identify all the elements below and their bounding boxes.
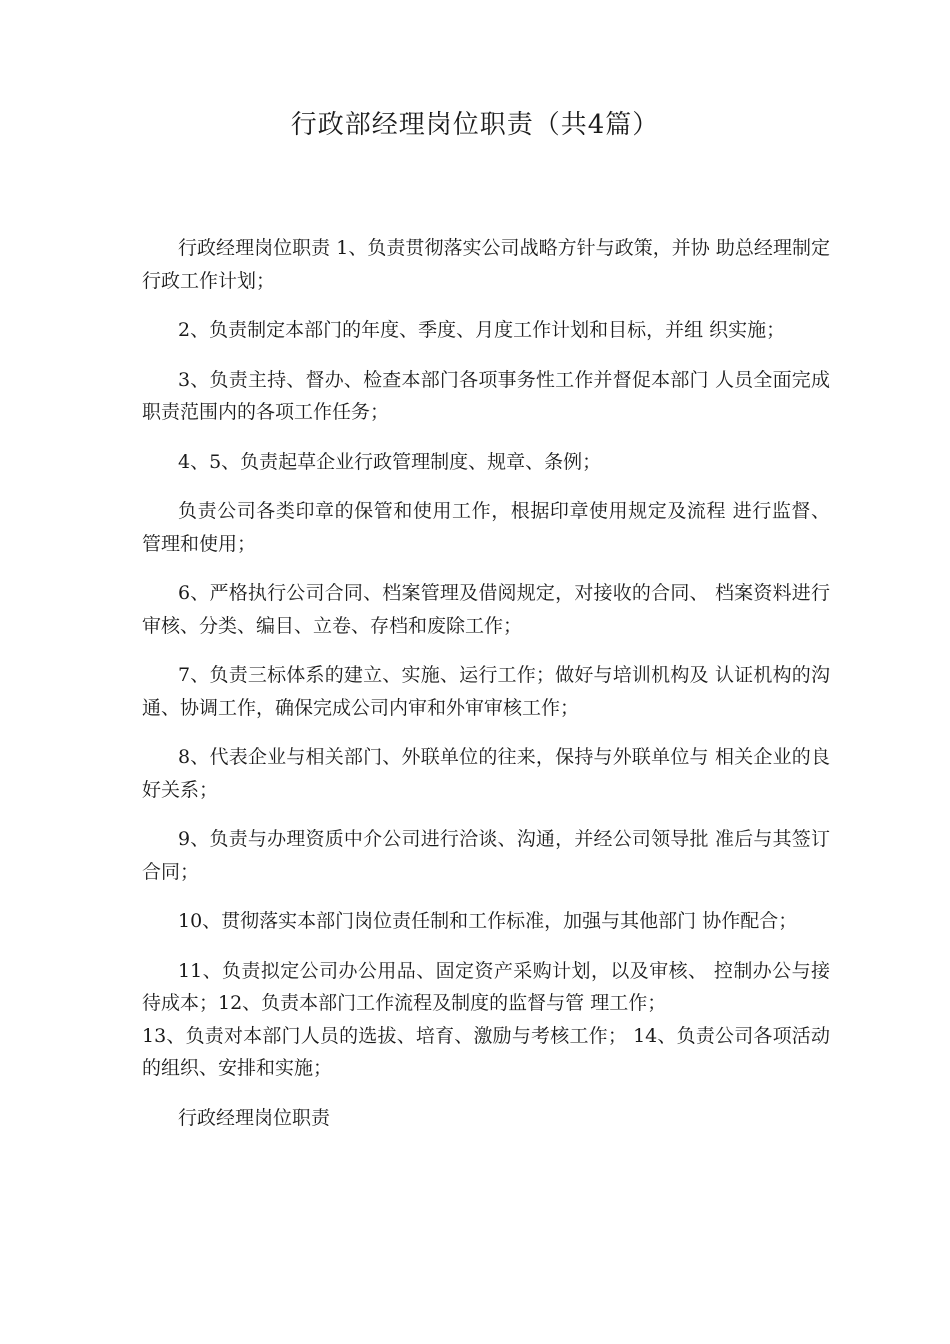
paragraph-9: 9、负责与办理资质中介公司进行洽谈、沟通，并经公司领导批 准后与其签订合同；: [142, 828, 830, 883]
paragraph-6: 6、严格执行公司合同、档案管理及借阅规定，对接收的合同、 档案资料进行审核、分类、编目、立卷、存档和废除工作；: [142, 582, 830, 637]
paragraph-11: 11、负责拟定公司办公用品、固定资产采购计划，以及审核、 控制办公与接待成本；12、负责本部门工作流程及制度的监督与管 理工作；: [142, 959, 830, 1014]
document-title: 行政部经理岗位职责（共4篇）: [290, 110, 660, 140]
document-body: [142, 232, 830, 1151]
paragraph-3: 3、负责主持、督办、检查本部门各项事务性工作并督促本部门 人员全面完成职责范围内的各项工作任务；: [142, 368, 830, 423]
paragraph-1: 行政经理岗位职责 1、负责贯彻落实公司战略方针与政策，并协 助总经理制定行政工作计划；: [142, 237, 830, 292]
paragraph-12: 13、负责对本部门人员的选拔、培育、激励与考核工作； 14、负责公司各项活动的组织、安排和实施；: [142, 1024, 830, 1079]
paragraph-13: 行政经理岗位职责: [178, 1106, 331, 1129]
paragraph-2: 2、负责制定本部门的年度、季度、月度工作计划和目标，并组 织实施；: [178, 319, 786, 341]
paragraph-10: 10、贯彻落实本部门岗位责任制和工作标准，加强与其他部门 协作配合；: [178, 910, 798, 932]
paragraph-8: 8、代表企业与相关部门、外联单位的往来，保持与外联单位与 相关企业的良好关系；: [142, 746, 830, 801]
paragraph-7: 7、负责三标体系的建立、实施、运行工作；做好与培训机构及 认证机构的沟通、协调工作，确保完成公司内审和外审审核工作；: [142, 664, 830, 719]
paragraph-5: 负责公司各类印章的保管和使用工作，根据印章使用规定及流程 进行监督、管理和使用；: [142, 500, 830, 555]
paragraph-4: 4、5、负责起草企业行政管理制度、规章、条例；: [178, 450, 602, 473]
